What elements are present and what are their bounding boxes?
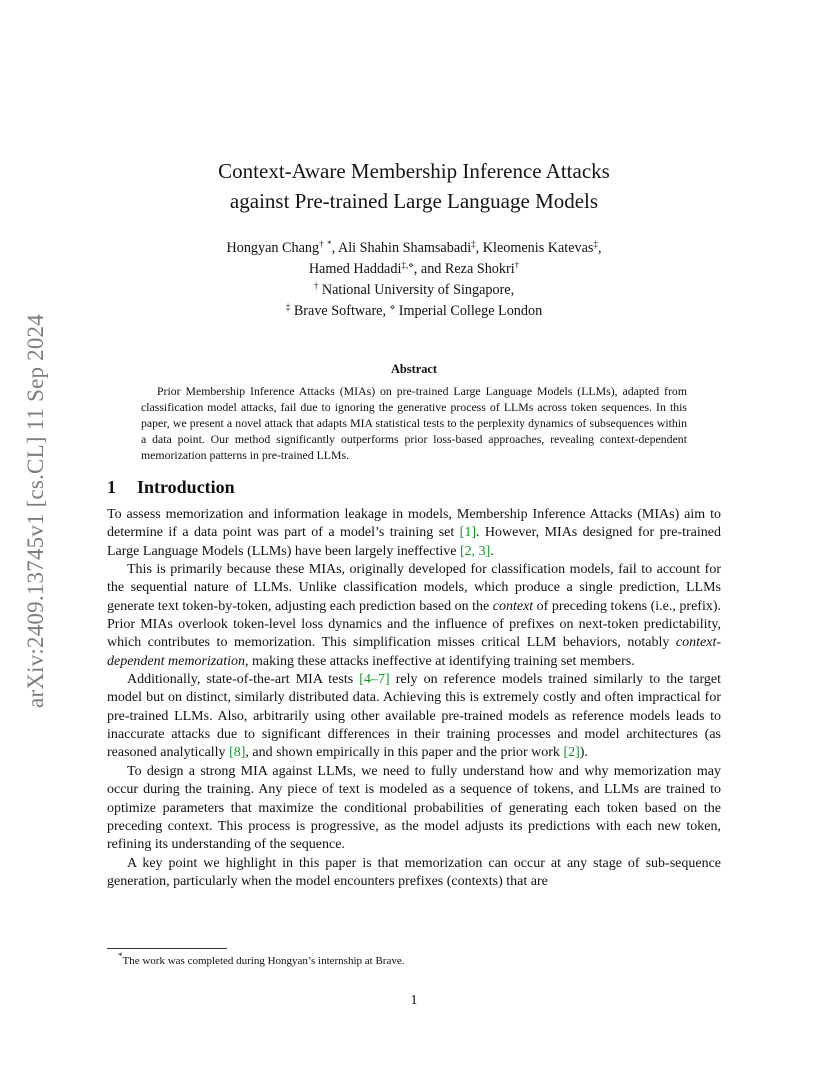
paper-page: [107, 156, 721, 891]
author-line-2: [107, 259, 721, 280]
affiliation-line-1: [107, 280, 721, 301]
paragraph: [107, 506, 721, 561]
title-line-2: against Pre-trained Large Language Models: [229, 189, 599, 213]
paragraph-text: To assess memorization and information leakage in models, Membership Inference Attacks (MIAs) aim to determine if a data point was part of a model’s training set: [107, 507, 721, 541]
footnote: [118, 951, 405, 967]
paragraph-text: . However, MIAs designed for pre-trained Large Language Models (LLMs) have been largely ineffective: [107, 525, 721, 559]
paragraph: [107, 671, 721, 763]
footnote-divider: [107, 948, 227, 949]
author-separator: ,: [597, 240, 602, 256]
paper-title: [107, 156, 721, 216]
affiliation-mark: †: [313, 281, 319, 291]
affiliation-mark: ‡: [471, 239, 476, 249]
citation-link[interactable]: [8]: [229, 745, 246, 761]
affiliation-mark: †: [319, 239, 324, 249]
arxiv-sidebar: [18, 290, 54, 732]
paragraph: A key point we highlight in this paper is that memorization can occur at any stage of sub-sequence generation, particularly when the model encounters prefixes (contexts) that are: [107, 855, 721, 889]
author-name: Hongyan Chang: [226, 240, 320, 256]
affiliation: National University of Singapore,: [318, 282, 515, 298]
citation-link[interactable]: [2]: [563, 745, 580, 761]
paragraph-text: Additionally, state-of-the-art MIA tests: [127, 672, 360, 688]
citation-link[interactable]: [1]: [459, 525, 476, 541]
affiliation-mark: ⋄: [389, 302, 396, 312]
page-number: 1: [410, 993, 418, 1008]
abstract-text: Prior Membership Inference Attacks (MIAs) on pre-trained Large Language Models (LLMs), adapted from classification model attacks, fail due to ignoring the generative process of LLMs across token sequences. In this paper, we present a novel attack that adapts MIA statistical tests to the perplexity dynamics of subsequences within a data point. Our method significantly outperforms prior loss-based approaches, revealing context-dependent memorization patterns in pre-trained LLMs.: [141, 384, 687, 462]
footnote-mark: *: [327, 239, 332, 249]
section-heading: [107, 477, 721, 498]
paragraph-text: rely on reference models trained similarly to the target model but on distinct, similarly distributed data. Achieving this is extremely costly and often impractical for pre-trained LLMs. Also, arbitrarily using other available pre-trained models as reference models leads to inaccurate attacks due to significant differences in their training processes and model architectures (as reasoned analytically: [107, 672, 722, 761]
citation-link[interactable]: [4–7]: [359, 672, 390, 688]
abstract-heading: Abstract: [390, 362, 438, 376]
author-name: , and Reza Shokri: [413, 261, 515, 277]
affiliation-mark: ‡,⋄: [401, 260, 414, 270]
paragraph-text: This is primarily because these MIAs, originally developed for classification models, fail to account for the sequential nature of LLMs. Unlike classification models, which produce a single prediction, LLMs generate text token-by-token, adjusting each prediction based on the: [107, 562, 721, 614]
section-number: 1: [107, 477, 116, 497]
affiliation-mark: ‡: [593, 239, 598, 249]
affiliation-line-2: [107, 301, 721, 322]
author-line-1: [107, 238, 721, 259]
paragraph: To design a strong MIA against LLMs, we need to fully understand how and why memorization may occur during the training. Any piece of text is modeled as a sequence of tokens, and LLMs are trained to optimize parameters that maximize the conditional probabilities of generating each token based on the preceding context. This process is progressive, as the model adjusts its predictions with each new token, refining its understanding of the sequence.: [107, 763, 721, 853]
footnote-mark: *: [118, 951, 123, 961]
paragraph-text: of preceding tokens (i.e., prefix). Prior MIAs overlook token-level loss dynamics and the influence of prefixes on next-token predictability, which contributes to memorization. This simplification misses critical LLM behaviors, notably: [107, 598, 721, 651]
paragraph-text: , making these attacks ineffective at identifying training set members.: [245, 653, 635, 669]
affiliation: Brave Software,: [290, 303, 390, 319]
affiliation-mark: ‡: [285, 302, 291, 312]
affiliation-mark: †: [514, 260, 520, 270]
title-line-1: Context-Aware Membership Inference Attacks: [218, 159, 610, 183]
author-name: Hamed Haddadi: [308, 261, 402, 277]
emphasis: context-dependent memorization: [107, 635, 721, 669]
author-block: [107, 238, 721, 322]
paragraph-text: ).: [579, 745, 588, 761]
paragraph-text: .: [490, 543, 494, 559]
paragraph-text: , and shown empirically in this paper and the prior work: [245, 745, 564, 761]
author-name: , Kleomenis Katevas: [475, 240, 594, 256]
author-name: , Ali Shahin Shamsabadi: [331, 240, 472, 256]
affiliation: Imperial College London: [395, 303, 543, 319]
section-body: [107, 506, 721, 891]
paragraph: [107, 561, 721, 671]
emphasis: context: [492, 598, 534, 614]
arxiv-identifier: arXiv:2409.13745v1 [cs.CL] 11 Sep 2024: [23, 314, 48, 708]
citation-link[interactable]: [2, 3]: [459, 543, 491, 559]
footnote-text: The work was completed during Hongyan’s internship at Brave.: [122, 955, 405, 967]
section-title: Introduction: [137, 477, 235, 497]
